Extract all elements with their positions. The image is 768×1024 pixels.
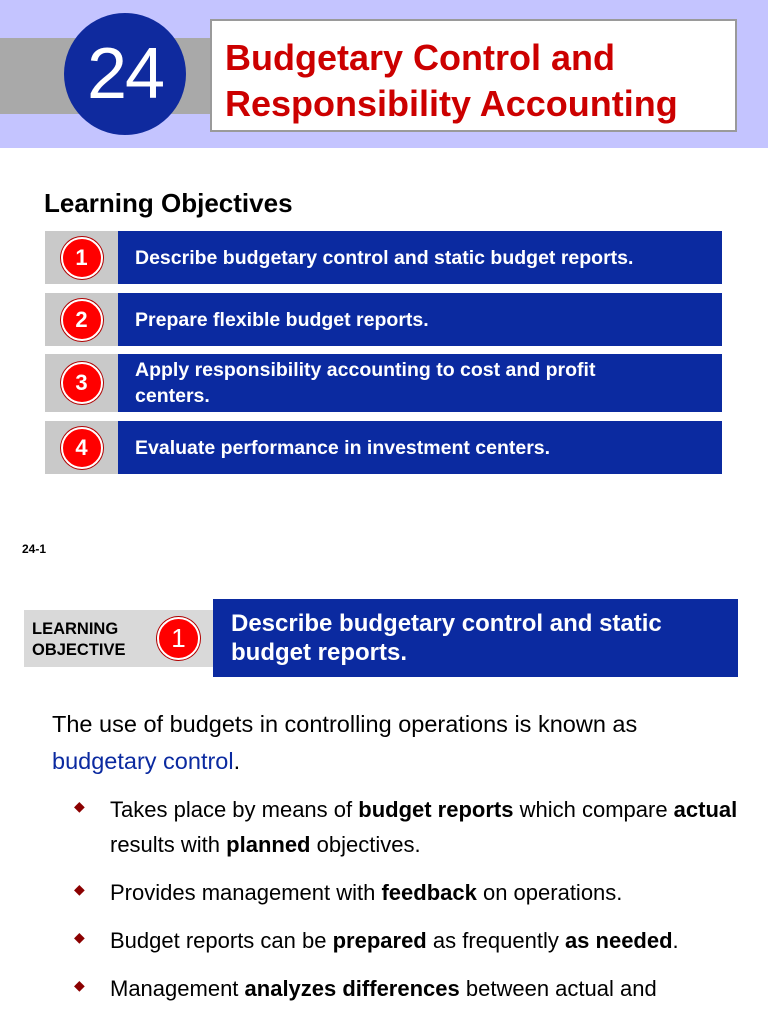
bullet-item xyxy=(74,923,754,958)
diamond-icon: ◆ xyxy=(74,881,85,897)
bullet-text xyxy=(110,875,754,910)
bullet-text-part: as frequently xyxy=(426,928,565,953)
bullet-text-part: Takes place by means of xyxy=(110,797,359,822)
bullet-text xyxy=(110,792,754,862)
objective-number-badge: 1 xyxy=(61,237,103,279)
objective-text: Apply responsibility accounting to cost and profit centers. xyxy=(118,354,722,412)
intro-end: . xyxy=(233,748,241,774)
bullet-text-part: results with xyxy=(110,832,227,857)
bullet-text-part: which compare xyxy=(513,797,674,822)
objective-row-2 xyxy=(45,293,722,346)
bullet-text xyxy=(110,971,754,1006)
intro-paragraph xyxy=(52,706,732,780)
objective-text: Prepare flexible budget reports. xyxy=(118,293,722,346)
chapter-title-box xyxy=(210,19,737,132)
objective-row-3 xyxy=(45,354,722,412)
learning-objective-number-badge: 1 xyxy=(157,617,200,660)
objective-row-1 xyxy=(45,231,722,284)
bullet-item xyxy=(74,971,754,1006)
bullet-emphasis: budget reports xyxy=(358,797,514,822)
bullet-emphasis: feedback xyxy=(381,880,477,905)
objective-number-badge: 4 xyxy=(61,427,103,469)
chapter-number-badge: 24 xyxy=(64,13,186,135)
objective-text: Evaluate performance in investment centers. xyxy=(118,421,722,474)
objective-number-cell xyxy=(45,293,118,346)
bullet-text-part: objectives. xyxy=(310,832,421,857)
diamond-icon: ◆ xyxy=(74,929,85,945)
slide-number: 24-1 xyxy=(22,542,47,556)
learning-objectives-heading: Learning Objectives xyxy=(44,188,293,218)
chapter-title-line-1: Budgetary Control and xyxy=(225,37,616,78)
lo-label-line-1: LEARNING xyxy=(32,620,119,638)
bullet-item xyxy=(74,792,754,862)
bullet-list xyxy=(74,792,754,1019)
bullet-text-part: between actual and xyxy=(459,976,657,1001)
key-term: budgetary control xyxy=(52,748,234,774)
bullet-text-part: Management xyxy=(110,976,245,1001)
bullet-text-part: Provides management with xyxy=(110,880,382,905)
learning-objective-label-text xyxy=(32,619,126,661)
objective-number-cell xyxy=(45,354,118,412)
bullet-emphasis: analyzes differences xyxy=(244,976,460,1001)
bullet-emphasis: planned xyxy=(226,832,311,857)
bullet-item xyxy=(74,875,754,910)
learning-objective-title: Describe budgetary control and static budget reports. xyxy=(213,599,738,677)
diamond-icon: ◆ xyxy=(74,798,85,814)
lo-label-line-2: OBJECTIVE xyxy=(32,641,126,659)
learning-objective-label xyxy=(24,610,214,667)
bullet-text-part: . xyxy=(672,928,679,953)
objective-text: Describe budgetary control and static budget reports. xyxy=(118,231,722,284)
objective-number-cell xyxy=(45,231,118,284)
diamond-icon: ◆ xyxy=(74,977,85,993)
bullet-emphasis: actual xyxy=(673,797,738,822)
intro-text: The use of budgets in controlling operations is known as xyxy=(52,711,638,737)
objective-number-badge: 3 xyxy=(61,362,103,404)
bullet-emphasis: as needed xyxy=(564,928,673,953)
bullet-text xyxy=(110,923,754,958)
bullet-emphasis: prepared xyxy=(332,928,427,953)
chapter-title-line-2: Responsibility Accounting xyxy=(225,83,678,124)
objective-number-cell xyxy=(45,421,118,474)
bullet-text-part: Budget reports can be xyxy=(110,928,333,953)
bullet-text-part: on operations. xyxy=(476,880,623,905)
objective-number-badge: 2 xyxy=(61,299,103,341)
objective-row-4 xyxy=(45,421,722,474)
